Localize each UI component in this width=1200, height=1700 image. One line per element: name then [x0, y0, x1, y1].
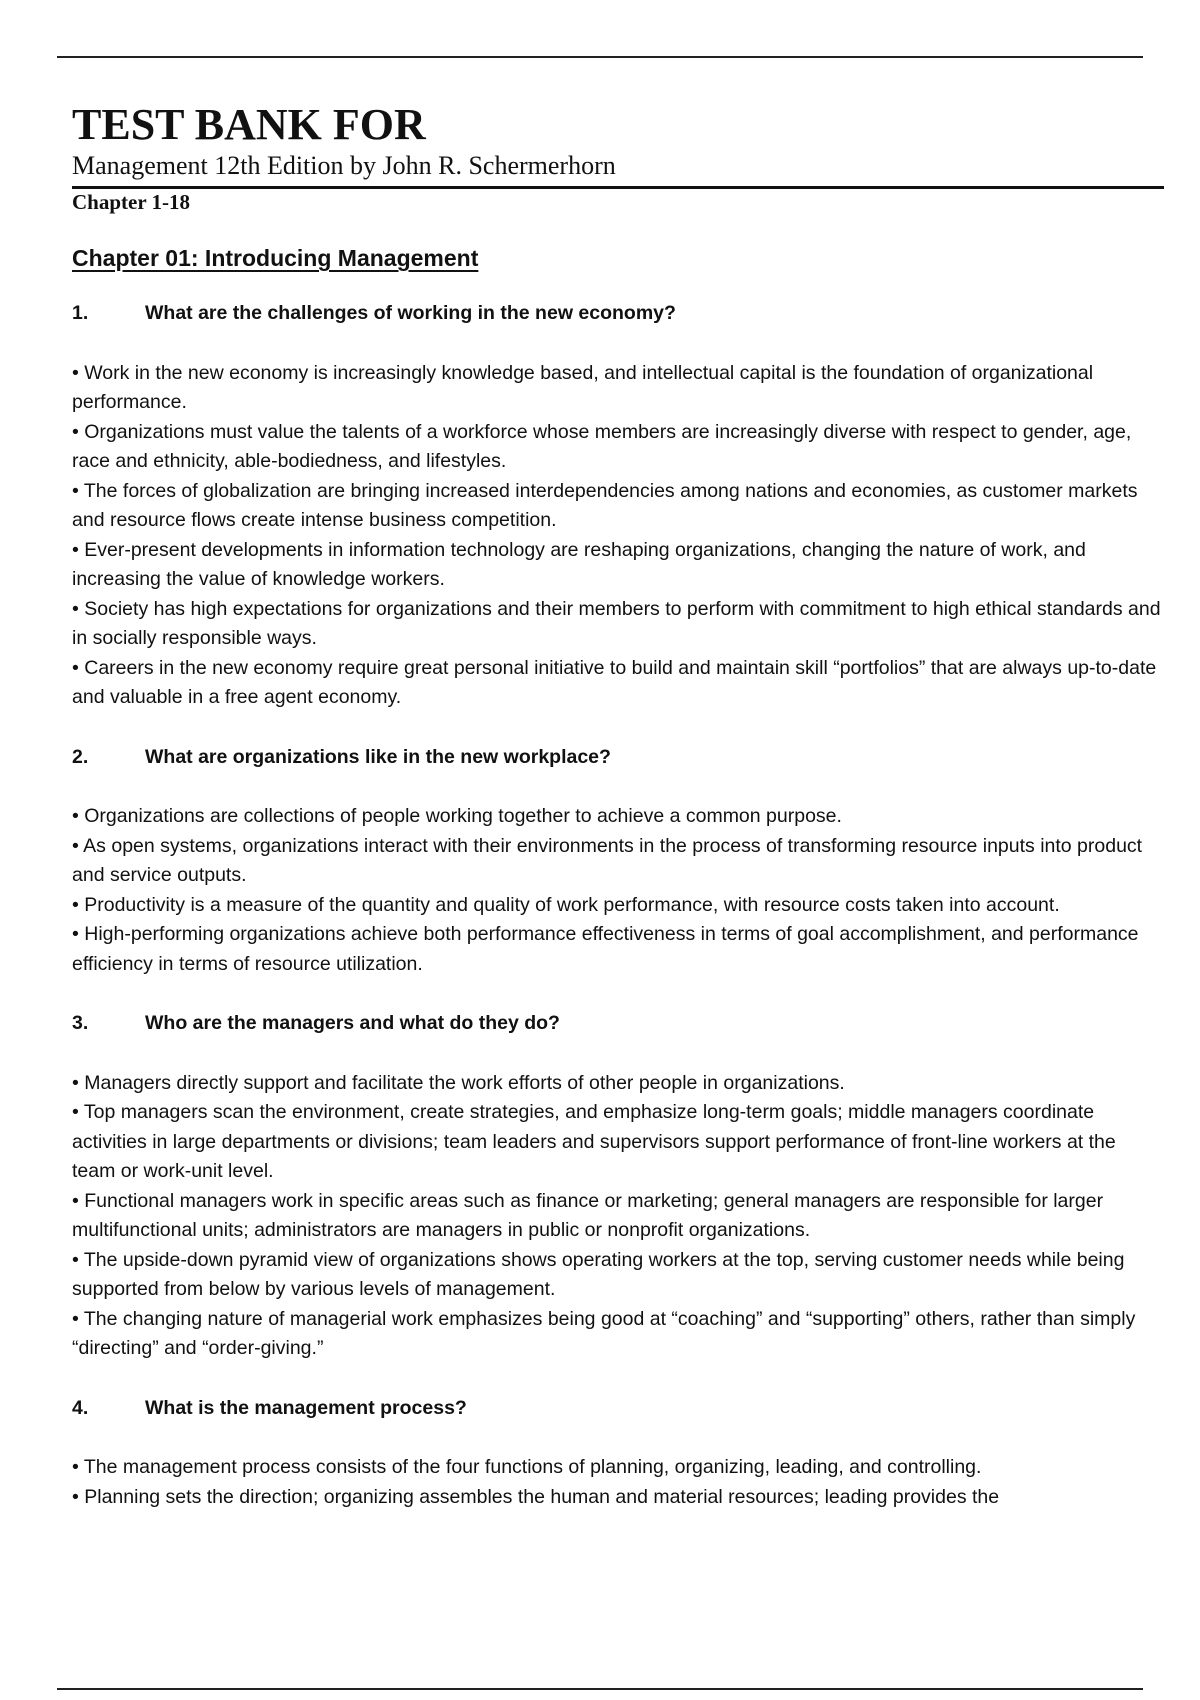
chapter-range: Chapter 1-18: [72, 190, 191, 214]
answer-item: • Careers in the new economy require great personal initiative to build and maintain skill “portfolios” that are always up-to-date and valuable in a free agent economy.: [72, 656, 1157, 708]
book-title: Management 12th Edition by John R. Schermerhorn: [72, 151, 616, 180]
title-rule: [72, 186, 1164, 189]
answer-item: • The upside-down pyramid view of organizations shows operating workers at the top, serving customer needs while being supported from below by various levels of management.: [72, 1248, 1125, 1300]
answer-item: • Planning sets the direction; organizing assembles the human and material resources; leading provides the: [72, 1485, 1000, 1508]
answer-item: • As open systems, organizations interact with their environments in the process of transforming resource inputs into product and service outputs.: [72, 834, 1143, 886]
answer-item: • Organizations are collections of people working together to achieve a common purpose.: [72, 805, 842, 827]
answer-item: • High-performing organizations achieve both performance effectiveness in terms of goal accomplishment, and performance efficiency in terms of resource utilization.: [72, 923, 1139, 975]
question-text: Who are the managers and what do they do?: [145, 1012, 560, 1034]
question-1: [72, 299, 1162, 329]
answer-item: • Functional managers work in specific areas such as finance or marketing; general managers are responsible for larger multifunctional units; administrators are managers in public or nonprofit organizations.: [72, 1189, 1104, 1241]
answer-item: • Top managers scan the environment, create strategies, and emphasize long-term goals; middle managers coordinate activities in large departments or divisions; team leaders and supervisors support performance of front-line workers at the team or work-unit level.: [72, 1101, 1116, 1182]
question-4: [72, 1394, 1162, 1424]
answer-item: • Work in the new economy is increasingly knowledge based, and intellectual capital is the foundation of organizational performance.: [72, 361, 1094, 413]
answer-item: • The changing nature of managerial work emphasizes being good at “coaching” and “supporting” others, rather than simply “directing” and “order-giving.”: [72, 1307, 1136, 1359]
answer-item: • Organizations must value the talents of a workforce whose members are increasingly diverse with respect to gender, age, race and ethnicity, able-bodiedness, and lifestyles.: [72, 420, 1132, 472]
question-3: [72, 1009, 1162, 1039]
answer-item: • Ever-present developments in information technology are reshaping organizations, changing the nature of work, and increasing the value of knowledge workers.: [72, 538, 1086, 590]
answer-item: • The management process consists of the four functions of planning, organizing, leading, and controlling.: [72, 1456, 982, 1478]
question-2: [72, 743, 1162, 773]
answer-item: • Managers directly support and facilitate the work efforts of other people in organizations.: [72, 1071, 845, 1094]
answer-item: • Society has high expectations for organizations and their members to perform with commitment to high ethical standards and in socially responsible ways.: [72, 597, 1161, 649]
question-number: 3.: [72, 1012, 89, 1034]
question-text: What is the management process?: [145, 1396, 467, 1419]
question-number: 4.: [72, 1396, 89, 1419]
document-content: [72, 240, 1162, 1542]
bottom-rule: [57, 1688, 1143, 1690]
answer-list: [72, 1453, 1162, 1512]
answer-list: [72, 359, 1162, 713]
question-number: 1.: [72, 302, 89, 324]
top-rule: [57, 56, 1143, 58]
answer-list: [72, 802, 1162, 979]
question-text: What are the challenges of working in the new economy?: [145, 302, 676, 324]
chapter-heading: Chapter 01: Introducing Management: [72, 245, 479, 271]
question-text: What are organizations like in the new workplace?: [145, 745, 611, 768]
question-number: 2.: [72, 745, 89, 768]
answer-item: • The forces of globalization are bringing increased interdependencies among nations and economies, as customer markets and resource flows create intense business competition.: [72, 479, 1138, 531]
question-list: [72, 299, 1162, 1512]
page-title: TEST BANK FOR: [72, 100, 426, 149]
answer-item: • Productivity is a measure of the quantity and quality of work performance, with resource costs taken into account.: [72, 893, 1060, 916]
answer-list: [72, 1069, 1162, 1364]
